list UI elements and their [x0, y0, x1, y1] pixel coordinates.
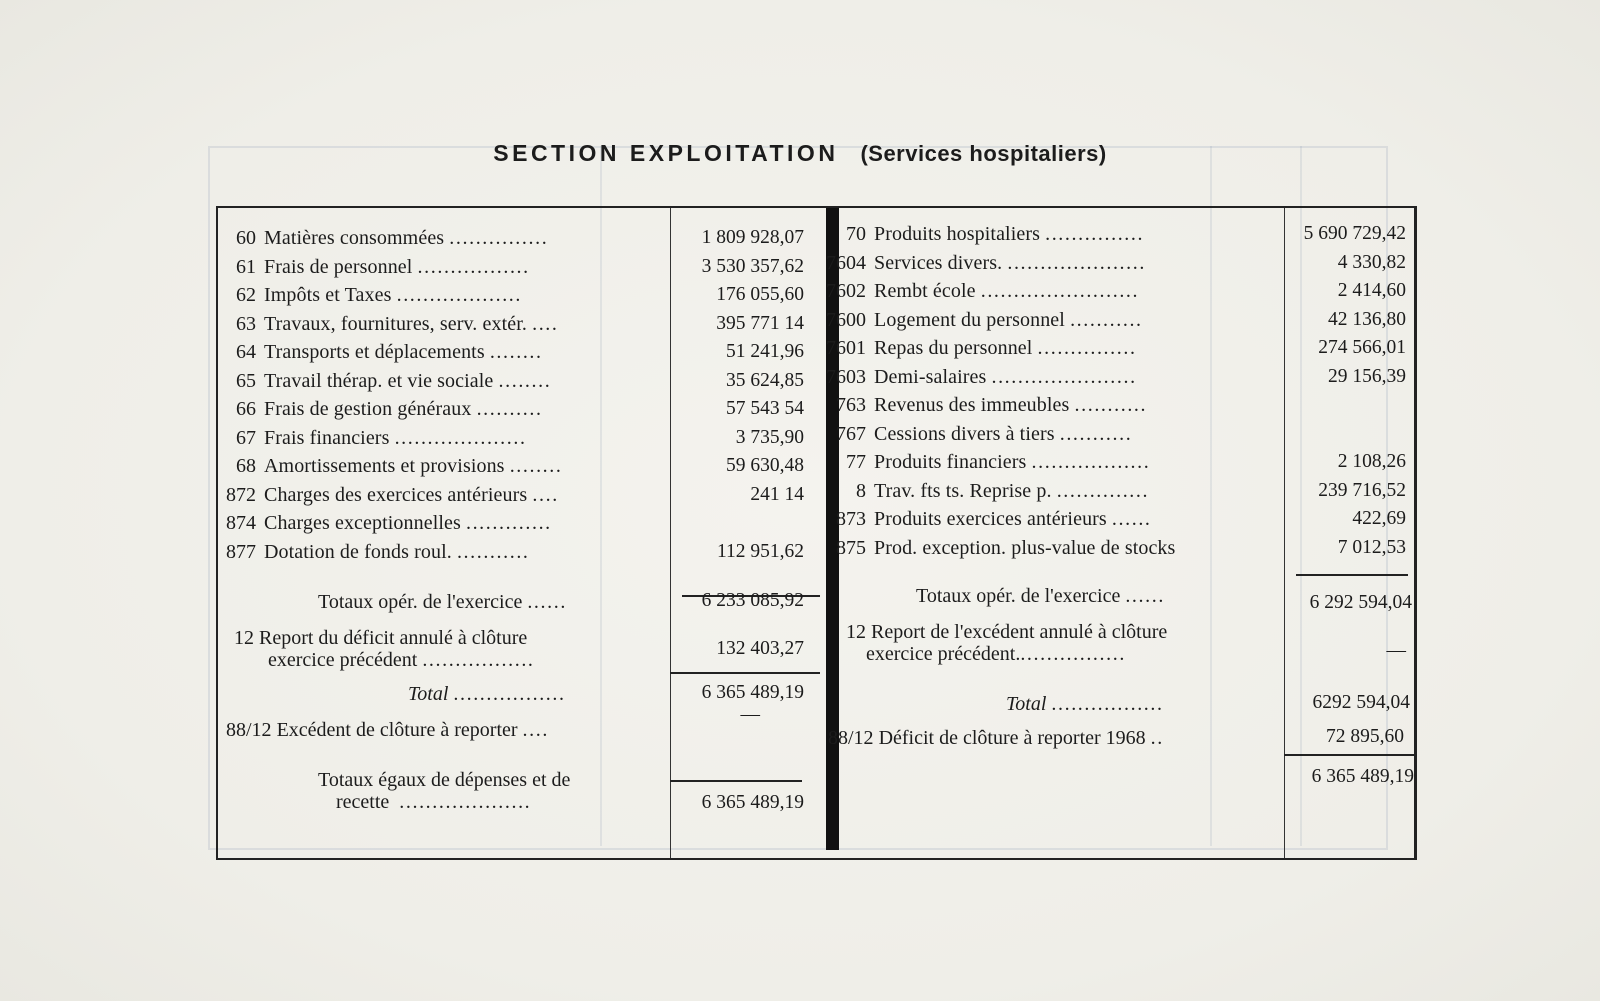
account-amount: 57 543 54 [726, 398, 804, 419]
account-code: 875 [836, 536, 866, 559]
leader-dots: ..................... [1007, 251, 1146, 274]
left-report-amount: 132 403,27 [716, 638, 804, 659]
right-total-label: Total [1006, 693, 1047, 715]
account-amount: 112 951,62 [716, 540, 804, 562]
left-total-amount: 6 365 489,19 [701, 682, 804, 703]
account-amount: 3 530 357,62 [701, 255, 804, 277]
leader-dots: ................. [417, 255, 530, 278]
account-label: Services divers. [874, 251, 1003, 274]
account-label: Dotation de fonds roul. [264, 540, 452, 563]
right-deficit-amount: 72 895,60 [1326, 726, 1404, 747]
account-amount: 7 012,53 [1337, 536, 1406, 558]
right-totaux-row [916, 584, 1165, 608]
account-code: 63 [236, 312, 256, 335]
leader-dots: .... [532, 312, 559, 335]
left-excedent-label: Excédent de clôture à reporter [276, 719, 518, 741]
left-egaux-line2: recette [336, 791, 390, 813]
left-report-row-2 [268, 648, 535, 672]
left-report-code: 12 [234, 627, 254, 649]
account-amount: 422,69 [1352, 508, 1406, 529]
page-title [0, 140, 1600, 167]
leader-dots: ................. [453, 683, 566, 705]
account-label: Charges des exercices antérieurs [264, 483, 528, 506]
account-amount: 274 566,01 [1318, 337, 1406, 358]
account-code: 7601 [826, 337, 866, 359]
account-label-line [874, 536, 1175, 560]
leader-dots: ................... [396, 284, 523, 306]
right-report-row [846, 620, 1167, 644]
leader-dots: .. [1150, 727, 1164, 749]
account-label: Travail thérap. et vie sociale [264, 369, 494, 392]
account-code: 7604 [826, 251, 866, 274]
leader-dots: ................. [422, 649, 535, 671]
account-label: Cessions divers à tiers [874, 422, 1055, 445]
right-report-line1: Report de l'excédent annulé à clôture [871, 621, 1168, 643]
leader-dots: .... [522, 719, 549, 741]
account-label-line [874, 336, 1137, 360]
left-excedent-amount: — [740, 704, 760, 725]
left-totaux-amount: 6 233 085,92 [701, 590, 804, 611]
account-label-line [874, 222, 1144, 246]
left-report-line1: Report du déficit annulé à clôture [259, 627, 528, 649]
leader-dots: ........... [456, 540, 530, 563]
right-report-code: 12 [846, 621, 866, 643]
account-label: Frais de personnel [264, 255, 413, 278]
account-label-line [874, 308, 1143, 332]
account-code: 873 [836, 508, 866, 530]
account-label: Revenus des immeubles [874, 394, 1070, 416]
account-amount: 1 809 928,07 [701, 227, 804, 248]
leader-dots: ........ [498, 369, 552, 392]
account-label-line [874, 422, 1132, 446]
account-label: Transports et déplacements [264, 341, 485, 363]
leader-dots: ........ [509, 455, 563, 477]
leader-dots: .............. [1056, 479, 1150, 502]
right-deficit-code: 88/12 [828, 727, 874, 749]
account-label-line [874, 251, 1146, 275]
account-code: 77 [846, 451, 866, 473]
leader-dots: ............... [1045, 223, 1145, 245]
account-amount: 241 14 [750, 483, 804, 505]
right-report-amount: — [1386, 640, 1406, 661]
left-egaux-row [318, 768, 570, 792]
account-label: Produits financiers [874, 451, 1027, 473]
rule [1296, 574, 1408, 576]
account-label: Rembt école [874, 280, 976, 302]
leader-dots: .................... [399, 791, 532, 813]
right-deficit-row [828, 726, 1164, 750]
leader-dots: ............. [465, 512, 552, 534]
right-totaux-amount: 6 292 594,04 [1309, 592, 1412, 613]
left-total-label: Total [408, 683, 449, 705]
left-totaux-row [318, 590, 567, 614]
account-label-line [874, 450, 1150, 474]
account-label-line [874, 393, 1147, 417]
account-amount: 2 414,60 [1337, 280, 1406, 301]
account-code: 60 [236, 227, 256, 249]
account-label: Repas du personnel [874, 337, 1033, 359]
account-amount: 395 771 14 [716, 312, 804, 334]
account-amount: 239 716,52 [1318, 479, 1406, 501]
account-label-line [874, 365, 1137, 389]
right-total-row [1006, 692, 1164, 716]
left-total-row [408, 682, 566, 706]
left-egaux-line1: Totaux égaux de dépenses et de [318, 769, 571, 791]
leader-dots: ...... [1125, 585, 1165, 607]
right-totaux-label: Totaux opér. de l'exercice [916, 585, 1121, 607]
account-label-line [874, 507, 1152, 531]
leader-dots: ............... [449, 227, 549, 249]
account-amount: 59 630,48 [726, 455, 804, 476]
account-label: Trav. fts ts. Reprise p. [874, 479, 1052, 502]
leader-dots: .................... [394, 426, 527, 449]
account-code: 65 [236, 369, 256, 392]
account-code: 7602 [826, 280, 866, 302]
title-subtitle: (Services hospitaliers) [860, 141, 1107, 166]
account-code: 62 [236, 284, 256, 306]
left-egaux-amount: 6 365 489,19 [701, 792, 804, 813]
left-report-row [234, 626, 527, 650]
leader-dots: ........ [489, 341, 543, 363]
leader-dots: .......... [476, 398, 543, 420]
leader-dots: .... [532, 483, 559, 506]
right-report-line2: exercice précédent. [866, 643, 1021, 665]
leader-dots: ...... [527, 591, 567, 613]
right-deficit-label: Déficit de clôture à reporter 1968 [878, 727, 1146, 749]
account-label: Prod. exception. plus-value de stocks [874, 536, 1176, 559]
leader-dots: ................. [1051, 693, 1164, 715]
account-code: 7600 [826, 308, 866, 331]
account-code: 8 [856, 479, 866, 502]
leader-dots: ........... [1074, 394, 1148, 416]
leader-dots: ...................... [991, 365, 1137, 388]
account-label: Produits exercices antérieurs [874, 508, 1107, 530]
account-code: 877 [226, 540, 256, 563]
account-label-line [874, 479, 1149, 503]
account-label: Produits hospitaliers [874, 223, 1040, 245]
account-code: 70 [846, 223, 866, 245]
leader-dots: ........... [1070, 308, 1143, 331]
account-label: Frais de gestion généraux [264, 398, 472, 420]
account-code: 67 [236, 426, 256, 449]
account-label: Impôts et Taxes [264, 284, 392, 306]
account-amount: 42 136,80 [1328, 308, 1406, 330]
account-amount: 51 241,96 [726, 341, 804, 362]
left-egaux-row-2 [336, 790, 531, 814]
leader-dots: ................ [1020, 643, 1126, 665]
account-code: 68 [236, 455, 256, 477]
account-label: Matières consommées [264, 227, 445, 249]
account-amount: 5 690 729,42 [1303, 223, 1406, 244]
account-label: Demi-salaires [874, 365, 987, 388]
left-totaux-label: Totaux opér. de l'exercice [318, 591, 523, 613]
right-total-amount: 6292 594,04 [1312, 692, 1410, 713]
account-code: 7603 [826, 365, 866, 388]
title-main: SECTION EXPLOITATION [493, 140, 839, 166]
account-code: 61 [236, 255, 256, 278]
rule [1284, 754, 1414, 756]
leader-dots: ........................ [980, 280, 1140, 302]
account-code: 763 [836, 394, 866, 416]
right-final-amount: 6 365 489,19 [1311, 766, 1414, 787]
account-code: 874 [226, 512, 256, 534]
leader-dots: .................. [1031, 451, 1151, 473]
accounts-table [216, 206, 1417, 860]
leader-dots: ........... [1059, 422, 1133, 445]
account-code: 872 [226, 483, 256, 506]
rule [670, 672, 820, 674]
account-code: 66 [236, 398, 256, 420]
account-label: Travaux, fournitures, serv. extér. [264, 312, 527, 335]
account-code: 767 [836, 422, 866, 445]
account-label-line [874, 279, 1139, 303]
right-amount-divider [1284, 208, 1285, 858]
left-excedent-row [226, 718, 549, 742]
account-code: 64 [236, 341, 256, 363]
account-label: Charges exceptionnelles [264, 512, 461, 534]
account-amount: 2 108,26 [1337, 451, 1406, 472]
account-label: Frais financiers [264, 426, 390, 449]
leader-dots: ............... [1037, 337, 1137, 359]
account-amount: 4 330,82 [1337, 251, 1406, 273]
rule [670, 780, 802, 782]
account-label: Logement du personnel [874, 308, 1065, 331]
right-report-row-2 [866, 642, 1126, 666]
leader-dots: ...... [1111, 508, 1152, 530]
account-amount: 176 055,60 [716, 284, 804, 305]
account-amount: 3 735,90 [735, 426, 804, 448]
account-amount: 29 156,39 [1328, 365, 1406, 387]
left-excedent-code: 88/12 [226, 719, 272, 741]
account-label: Amortissements et provisions [264, 455, 505, 477]
account-amount: 35 624,85 [726, 369, 804, 391]
left-report-line2: exercice précédent [268, 649, 418, 671]
